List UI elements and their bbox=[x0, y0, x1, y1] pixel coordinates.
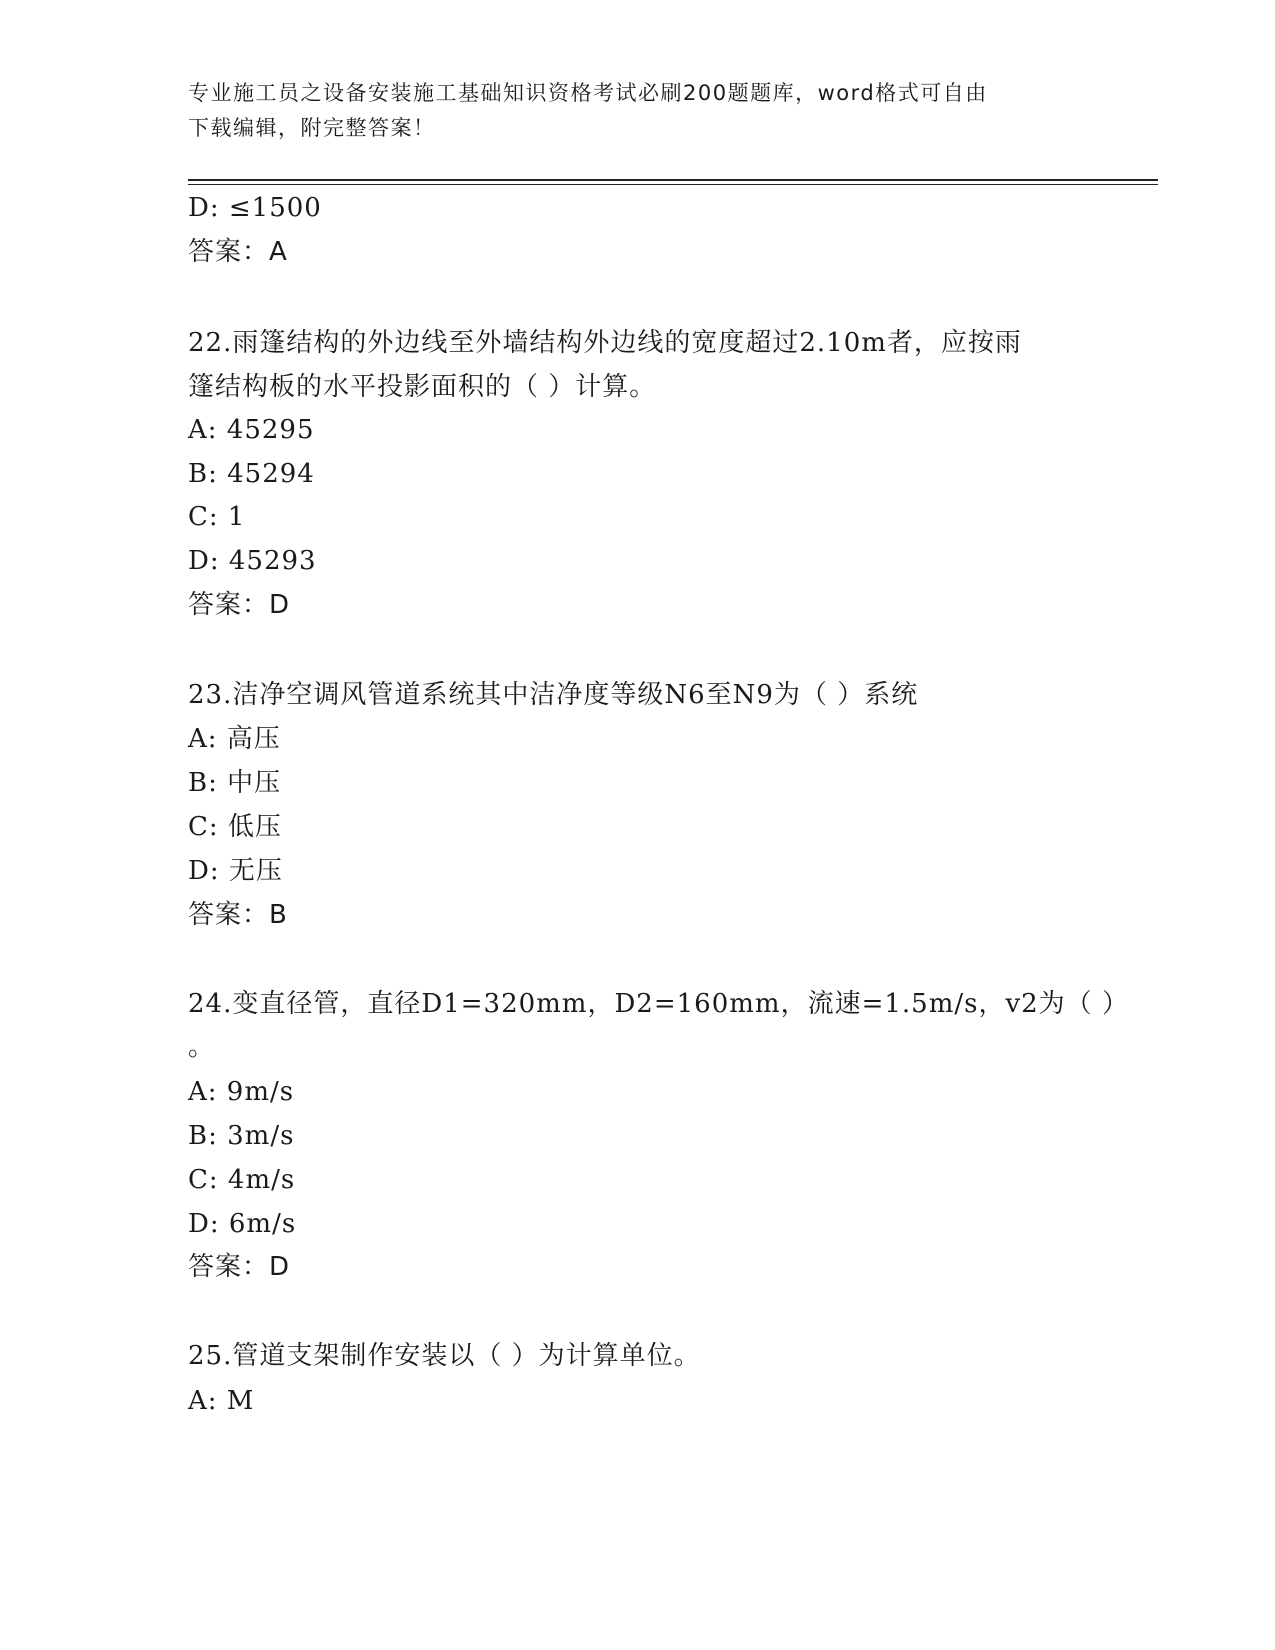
q25-option-a: A: M bbox=[188, 1386, 255, 1416]
q23-stem-line-1: 23.洁净空调风管道系统其中洁净度等级N6至N9为（ ）系统 bbox=[188, 680, 919, 710]
q21-answer: 答案：A bbox=[188, 237, 288, 267]
q22-option-a: A: 45295 bbox=[188, 415, 315, 445]
q23-option-a: A: 高压 bbox=[188, 724, 281, 754]
q23-answer: 答案：B bbox=[188, 900, 288, 930]
q22-stem-line-2: 篷结构板的水平投影面积的（ ）计算。 bbox=[188, 372, 657, 402]
q23-option-b: B: 中压 bbox=[188, 768, 282, 798]
q23-option-c: C: 低压 bbox=[188, 812, 282, 842]
q24-option-c: C: 4m/s bbox=[188, 1165, 296, 1195]
q24-stem-line-2: 。 bbox=[188, 1032, 216, 1062]
q24-option-d: D: 6m/s bbox=[188, 1209, 297, 1239]
header-divider-thin bbox=[188, 184, 1158, 185]
q22-option-b: B: 45294 bbox=[188, 459, 315, 489]
q23-option-d: D: 无压 bbox=[188, 856, 283, 886]
q24-stem-line-1: 24.变直径管，直径D1=320mm，D2=160mm，流速=1.5m/s，v2为（ ） bbox=[188, 989, 1129, 1019]
header-line-1: 专业施工员之设备安装施工基础知识资格考试必刷200题题库，word格式可自由 bbox=[188, 81, 988, 105]
q25-stem-line-1: 25.管道支架制作安装以（ ）为计算单位。 bbox=[188, 1341, 701, 1371]
q22-answer: 答案：D bbox=[188, 590, 291, 620]
q21-option-d: D: ≤1500 bbox=[188, 193, 322, 223]
q22-option-d: D: 45293 bbox=[188, 546, 317, 576]
document-header bbox=[188, 76, 1078, 146]
q24-option-a: A: 9m/s bbox=[188, 1077, 295, 1107]
q24-option-b: B: 3m/s bbox=[188, 1121, 295, 1151]
q22-stem-line-1: 22.雨篷结构的外边线至外墙结构外边线的宽度超过2.10m者，应按雨 bbox=[188, 328, 1022, 358]
header-divider-thick bbox=[188, 179, 1158, 181]
q22-option-c: C: 1 bbox=[188, 502, 246, 532]
q24-answer: 答案：D bbox=[188, 1252, 291, 1282]
header-line-2: 下载编辑，附完整答案！ bbox=[188, 116, 436, 140]
